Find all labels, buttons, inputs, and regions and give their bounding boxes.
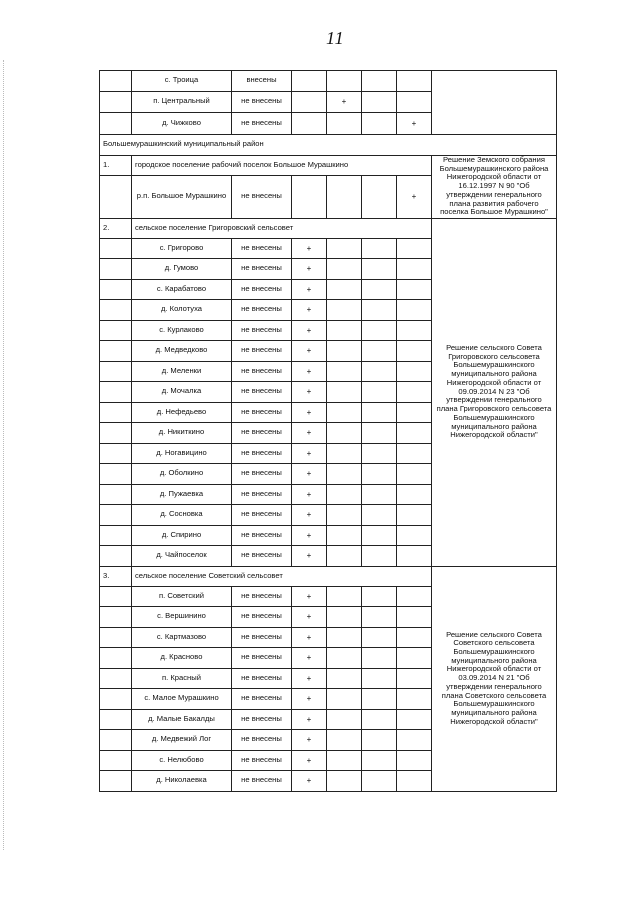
- mark-cell: [292, 71, 327, 92]
- number-cell: [100, 443, 132, 464]
- mark-cell: [327, 668, 362, 689]
- change-status: не внесены: [232, 382, 292, 403]
- mark-cell: [362, 484, 397, 505]
- mark-cell: [362, 546, 397, 567]
- number-cell: [100, 771, 132, 792]
- mark-cell: [362, 443, 397, 464]
- number-cell: [100, 730, 132, 751]
- settlements-table: [99, 70, 557, 792]
- change-status: не внесены: [232, 771, 292, 792]
- mark-cell: [327, 627, 362, 648]
- mark-cell: [362, 382, 397, 403]
- section-title: сельское поселение Советский сельсовет: [132, 566, 432, 586]
- number-cell: [100, 464, 132, 485]
- mark-cell: [362, 586, 397, 607]
- mark-cell: [397, 648, 432, 669]
- mark-cell: [362, 238, 397, 259]
- number-cell: [100, 175, 132, 218]
- settlement-name: с. Картмазово: [132, 627, 232, 648]
- mark-cell: +: [292, 668, 327, 689]
- settlement-name: д. Чижково: [132, 113, 232, 135]
- settlement-name: п. Красный: [132, 668, 232, 689]
- number-cell: [100, 382, 132, 403]
- mark-cell: [327, 382, 362, 403]
- settlement-name: д. Сосновка: [132, 505, 232, 526]
- number-cell: [100, 71, 132, 92]
- mark-cell: +: [292, 607, 327, 628]
- mark-cell: [397, 320, 432, 341]
- decision-cell-continued: [432, 71, 557, 135]
- mark-cell: [327, 689, 362, 710]
- district-row: [100, 134, 557, 155]
- change-status: не внесены: [232, 464, 292, 485]
- number-cell: [100, 607, 132, 628]
- change-status: не внесены: [232, 709, 292, 730]
- mark-cell: [362, 341, 397, 362]
- change-status: не внесены: [232, 259, 292, 280]
- mark-cell: [397, 627, 432, 648]
- change-status: не внесены: [232, 546, 292, 567]
- mark-cell: +: [292, 320, 327, 341]
- number-cell: [100, 320, 132, 341]
- number-cell: [100, 750, 132, 771]
- mark-cell: [362, 259, 397, 280]
- mark-cell: [362, 771, 397, 792]
- mark-cell: [397, 238, 432, 259]
- mark-cell: [362, 750, 397, 771]
- mark-cell: [327, 648, 362, 669]
- settlement-name: д. Медведково: [132, 341, 232, 362]
- mark-cell: [327, 607, 362, 628]
- mark-cell: [397, 341, 432, 362]
- mark-cell: [362, 279, 397, 300]
- mark-cell: [397, 361, 432, 382]
- change-status: не внесены: [232, 443, 292, 464]
- mark-cell: [397, 586, 432, 607]
- mark-cell: [327, 279, 362, 300]
- mark-cell: [362, 689, 397, 710]
- mark-cell: [397, 546, 432, 567]
- mark-cell: [292, 175, 327, 218]
- mark-cell: [292, 113, 327, 135]
- number-cell: [100, 402, 132, 423]
- number-cell: [100, 709, 132, 730]
- mark-cell: [397, 750, 432, 771]
- settlement-name: р.п. Большое Мурашкино: [132, 175, 232, 218]
- change-status: не внесены: [232, 113, 292, 135]
- mark-cell: +: [292, 341, 327, 362]
- settlement-name: с. Григорово: [132, 238, 232, 259]
- mark-cell: +: [397, 113, 432, 135]
- mark-cell: +: [292, 464, 327, 485]
- mark-cell: +: [292, 443, 327, 464]
- change-status: не внесены: [232, 586, 292, 607]
- change-status: не внесены: [232, 505, 292, 526]
- table-row: [100, 71, 557, 92]
- mark-cell: [327, 320, 362, 341]
- mark-cell: [362, 113, 397, 135]
- decision-text: Решение Земского собрания Большемурашкинского района Нижегородской области от 16.12.1997 N 90 "Об утверждении генерального плана развития рабочего поселка Большое Мурашкино": [432, 155, 557, 218]
- settlement-name: д. Красново: [132, 648, 232, 669]
- change-status: не внесены: [232, 668, 292, 689]
- mark-cell: +: [292, 238, 327, 259]
- mark-cell: [327, 113, 362, 135]
- mark-cell: [327, 361, 362, 382]
- section-title: сельское поселение Григоровский сельсовет: [132, 218, 432, 238]
- mark-cell: [397, 709, 432, 730]
- settlement-name: д. Нефедьево: [132, 402, 232, 423]
- number-cell: [100, 668, 132, 689]
- change-status: не внесены: [232, 607, 292, 628]
- settlement-name: д. Мочалка: [132, 382, 232, 403]
- mark-cell: [362, 464, 397, 485]
- mark-cell: [327, 423, 362, 444]
- mark-cell: [362, 525, 397, 546]
- decision-text: Решение сельского Совета Григоровского сельсовета Большемурашкинского муниципального района Нижегородской области от 09.09.2014 N 23 "Об утверждении генерального плана Григоровского сельсовета Большемурашкинского муниципального района Нижегородской области": [432, 218, 557, 566]
- mark-cell: [327, 402, 362, 423]
- number-cell: [100, 259, 132, 280]
- mark-cell: [397, 484, 432, 505]
- change-status: не внесены: [232, 750, 292, 771]
- mark-cell: +: [292, 361, 327, 382]
- mark-cell: [397, 382, 432, 403]
- mark-cell: [397, 279, 432, 300]
- settlement-name: с. Курлаково: [132, 320, 232, 341]
- settlement-name: д. Гумово: [132, 259, 232, 280]
- settlement-name: д. Ногавицино: [132, 443, 232, 464]
- mark-cell: [362, 627, 397, 648]
- mark-cell: +: [292, 730, 327, 751]
- change-status: не внесены: [232, 627, 292, 648]
- settlement-name: п. Советский: [132, 586, 232, 607]
- mark-cell: [397, 505, 432, 526]
- mark-cell: +: [292, 750, 327, 771]
- number-cell: [100, 300, 132, 321]
- mark-cell: [397, 668, 432, 689]
- mark-cell: [397, 71, 432, 92]
- mark-cell: +: [292, 484, 327, 505]
- section-header-row: [100, 566, 557, 586]
- number-cell: [100, 423, 132, 444]
- mark-cell: [362, 71, 397, 92]
- mark-cell: [327, 300, 362, 321]
- mark-cell: [362, 668, 397, 689]
- mark-cell: [362, 607, 397, 628]
- mark-cell: +: [397, 175, 432, 218]
- change-status: не внесены: [232, 484, 292, 505]
- settlement-name: с. Троица: [132, 71, 232, 92]
- change-status: не внесены: [232, 689, 292, 710]
- mark-cell: +: [292, 771, 327, 792]
- change-status: не внесены: [232, 648, 292, 669]
- change-status: не внесены: [232, 730, 292, 751]
- mark-cell: +: [292, 546, 327, 567]
- mark-cell: [362, 320, 397, 341]
- change-status: не внесены: [232, 300, 292, 321]
- mark-cell: +: [292, 402, 327, 423]
- mark-cell: +: [292, 627, 327, 648]
- settlement-name: д. Никиткино: [132, 423, 232, 444]
- number-cell: [100, 341, 132, 362]
- section-header-row: [100, 155, 557, 175]
- mark-cell: [397, 689, 432, 710]
- change-status: не внесены: [232, 423, 292, 444]
- page-number: 11: [326, 28, 345, 48]
- number-cell: [100, 586, 132, 607]
- mark-cell: +: [292, 709, 327, 730]
- number-cell: [100, 91, 132, 113]
- settlement-name: д. Пужаевка: [132, 484, 232, 505]
- change-status: не внесены: [232, 91, 292, 113]
- number-cell: [100, 484, 132, 505]
- mark-cell: [397, 525, 432, 546]
- settlement-name: д. Медвежий Лог: [132, 730, 232, 751]
- mark-cell: [397, 300, 432, 321]
- mark-cell: [327, 730, 362, 751]
- binding-margin-dots: [3, 60, 4, 850]
- mark-cell: [362, 361, 397, 382]
- mark-cell: [362, 423, 397, 444]
- number-cell: [100, 361, 132, 382]
- mark-cell: [362, 730, 397, 751]
- settlement-name: с. Малое Мурашкино: [132, 689, 232, 710]
- mark-cell: [362, 505, 397, 526]
- mark-cell: [397, 771, 432, 792]
- number-cell: [100, 113, 132, 135]
- settlement-name: п. Центральный: [132, 91, 232, 113]
- mark-cell: +: [292, 279, 327, 300]
- mark-cell: [397, 443, 432, 464]
- mark-cell: +: [292, 689, 327, 710]
- mark-cell: [362, 175, 397, 218]
- mark-cell: +: [292, 648, 327, 669]
- settlement-name: с. Карабатово: [132, 279, 232, 300]
- mark-cell: [362, 402, 397, 423]
- mark-cell: [327, 709, 362, 730]
- section-title: городское поселение рабочий поселок Большое Мурашкино: [132, 155, 432, 175]
- number-cell: [100, 279, 132, 300]
- settlement-name: д. Спирино: [132, 525, 232, 546]
- change-status: не внесены: [232, 238, 292, 259]
- settlement-name: д. Оболкино: [132, 464, 232, 485]
- decision-text: Решение сельского Совета Советского сельсовета Большемурашкинского муниципального района Нижегородской области от 03.09.2014 N 21 "Об утверждении генерального плана Советского сельсовета Большемурашкинского муниципального района Нижегородской области": [432, 566, 557, 791]
- number-cell: [100, 689, 132, 710]
- mark-cell: [397, 402, 432, 423]
- mark-cell: [292, 91, 327, 113]
- mark-cell: [327, 505, 362, 526]
- settlement-name: д. Меленки: [132, 361, 232, 382]
- mark-cell: +: [292, 423, 327, 444]
- mark-cell: [397, 91, 432, 113]
- mark-cell: [362, 91, 397, 113]
- mark-cell: [327, 341, 362, 362]
- number-cell: [100, 627, 132, 648]
- mark-cell: [327, 484, 362, 505]
- mark-cell: [327, 750, 362, 771]
- mark-cell: [362, 709, 397, 730]
- mark-cell: [327, 586, 362, 607]
- settlement-name: д. Малые Бакалды: [132, 709, 232, 730]
- number-cell: [100, 238, 132, 259]
- change-status: не внесены: [232, 175, 292, 218]
- settlement-name: д. Чайпоселок: [132, 546, 232, 567]
- settlement-name: д. Николаевка: [132, 771, 232, 792]
- mark-cell: +: [292, 259, 327, 280]
- change-status: не внесены: [232, 279, 292, 300]
- mark-cell: [327, 464, 362, 485]
- section-number: 1.: [100, 155, 132, 175]
- mark-cell: [327, 259, 362, 280]
- mark-cell: [327, 771, 362, 792]
- mark-cell: [327, 71, 362, 92]
- mark-cell: +: [292, 586, 327, 607]
- mark-cell: [397, 730, 432, 751]
- mark-cell: [327, 238, 362, 259]
- change-status: не внесены: [232, 525, 292, 546]
- mark-cell: [327, 443, 362, 464]
- mark-cell: [327, 546, 362, 567]
- mark-cell: +: [292, 525, 327, 546]
- mark-cell: [397, 423, 432, 444]
- section-number: 2.: [100, 218, 132, 238]
- mark-cell: +: [292, 505, 327, 526]
- change-status: не внесены: [232, 402, 292, 423]
- number-cell: [100, 505, 132, 526]
- settlement-name: с. Нелюбово: [132, 750, 232, 771]
- number-cell: [100, 546, 132, 567]
- mark-cell: [362, 648, 397, 669]
- mark-cell: [397, 259, 432, 280]
- section-number: 3.: [100, 566, 132, 586]
- mark-cell: [397, 464, 432, 485]
- mark-cell: [397, 607, 432, 628]
- change-status: внесены: [232, 71, 292, 92]
- mark-cell: [362, 300, 397, 321]
- mark-cell: [327, 525, 362, 546]
- settlement-name: д. Колотуха: [132, 300, 232, 321]
- change-status: не внесены: [232, 361, 292, 382]
- mark-cell: +: [292, 382, 327, 403]
- district-title: Большемурашкинский муниципальный район: [100, 134, 557, 155]
- number-cell: [100, 648, 132, 669]
- change-status: не внесены: [232, 320, 292, 341]
- change-status: не внесены: [232, 341, 292, 362]
- number-cell: [100, 525, 132, 546]
- section-header-row: [100, 218, 557, 238]
- mark-cell: +: [327, 91, 362, 113]
- mark-cell: +: [292, 300, 327, 321]
- settlement-name: с. Вершинино: [132, 607, 232, 628]
- mark-cell: [327, 175, 362, 218]
